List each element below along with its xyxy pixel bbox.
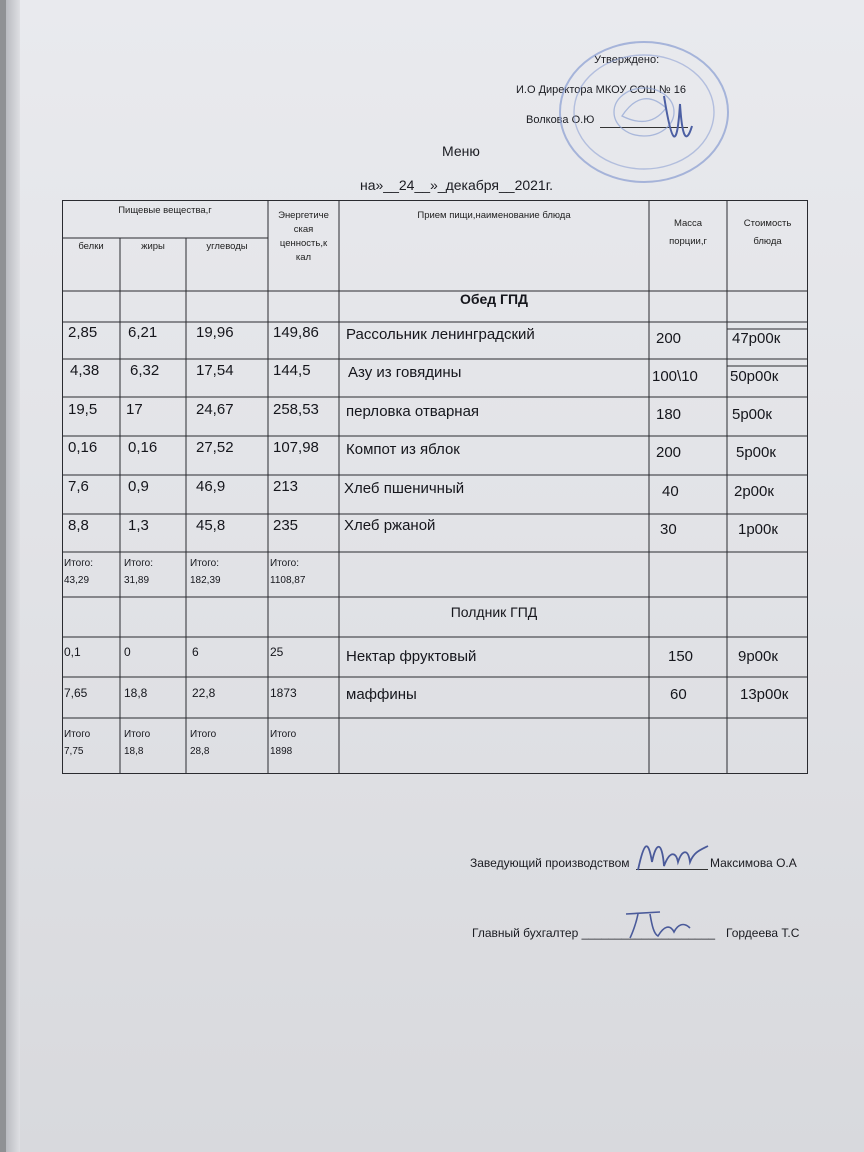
approval-name: Волкова О.Ю	[526, 114, 595, 126]
cell-carbs: 22,8	[192, 686, 216, 700]
cell-dish-name: Компот из яблок	[346, 441, 460, 458]
accountant-handwritten-signature	[620, 906, 720, 942]
header-energy-line2: ская	[293, 224, 314, 235]
section-lunch-title: Обед ГПД	[459, 291, 529, 307]
cell-dish-name: Нектар фруктовый	[346, 648, 477, 665]
approval-title: Утверждено:	[594, 54, 660, 66]
cell-mass: 40	[662, 483, 679, 500]
cell-cost: 9р00к	[738, 648, 778, 665]
cell-proteins: 8,8	[68, 517, 89, 534]
cell-mass: 150	[668, 648, 694, 665]
cell-dish-name: Азу из говядины	[348, 364, 462, 381]
header-energy-line3: ценность,к	[279, 238, 328, 249]
header-cost-line1: Стоимость	[743, 218, 792, 229]
cell-dish-name: перловка отварная	[346, 403, 480, 420]
cell-cost: 13р00к	[740, 686, 789, 703]
cell-energy: 107,98	[273, 439, 319, 456]
total-fats: 31,89	[124, 575, 150, 586]
cell-dish-name: Хлеб пшеничный	[344, 480, 465, 497]
cell-energy: 149,86	[273, 324, 319, 341]
cell-energy: 213	[273, 478, 299, 495]
cell-carbs: 6	[192, 645, 199, 659]
total-fats-label: Итого	[124, 729, 151, 740]
total-carbs: 28,8	[190, 746, 210, 757]
cell-cost: 1р00к	[738, 521, 778, 538]
cell-mass: 200	[656, 330, 682, 347]
total-proteins: 7,75	[64, 746, 84, 757]
cell-proteins: 7,65	[64, 686, 88, 700]
menu-date: на»__24__»_декабря__2021г.	[360, 177, 553, 193]
production-manager-label: Заведующий производством	[470, 856, 630, 870]
cell-mass: 100\10	[652, 368, 698, 385]
cell-carbs: 46,9	[196, 478, 226, 495]
cell-fats: 6,21	[128, 324, 158, 341]
document-title: Меню	[442, 143, 480, 159]
header-energy-line1: Энергетиче	[278, 210, 329, 221]
production-manager-name: Максимова О.А	[710, 856, 797, 870]
total-energy-label: Итого	[270, 729, 297, 740]
cell-proteins: 2,85	[68, 324, 98, 341]
total-energy: 1108,87	[270, 575, 306, 586]
total-energy-label: Итого:	[270, 558, 299, 569]
cell-dish-name: Хлеб ржаной	[344, 517, 436, 534]
page-edge-shadow	[6, 0, 20, 1152]
cell-energy: 25	[270, 645, 284, 659]
cell-mass: 200	[656, 444, 682, 461]
cell-dish-name: Рассольник ленинградский	[346, 326, 535, 343]
cell-fats: 0,16	[128, 439, 158, 456]
cell-energy: 1873	[270, 686, 297, 700]
total-proteins-label: Итого	[64, 729, 91, 740]
cell-dish-name: маффины	[346, 686, 417, 703]
header-cost-line2: блюда	[753, 236, 782, 247]
cell-energy: 144,5	[273, 362, 311, 379]
cell-fats: 6,32	[130, 362, 160, 379]
cell-fats: 0,9	[128, 478, 149, 495]
total-fats: 18,8	[124, 746, 144, 757]
total-proteins-label: Итого:	[64, 558, 93, 569]
accountant-label: Главный бухгалтер ____________________	[472, 926, 716, 940]
cell-cost: 2р00к	[734, 483, 774, 500]
cell-carbs: 24,67	[196, 401, 234, 418]
cell-cost: 5р00к	[736, 444, 776, 461]
cell-proteins: 7,6	[68, 478, 89, 495]
total-proteins: 43,29	[64, 575, 90, 586]
header-nutrients: Пищевые вещества,г	[118, 205, 212, 216]
cell-proteins: 0,1	[64, 645, 81, 659]
total-fats-label: Итого:	[124, 558, 153, 569]
cell-carbs: 19,96	[196, 324, 234, 341]
cell-cost: 5р00к	[732, 406, 772, 423]
section-snack-title: Полдник ГПД	[450, 604, 538, 620]
header-proteins: белки	[78, 241, 104, 252]
header-carbs: углеводы	[206, 241, 248, 252]
cell-mass: 60	[670, 686, 687, 703]
header-mass-line1: Масса	[673, 218, 703, 229]
cell-mass: 30	[660, 521, 677, 538]
cell-carbs: 17,54	[196, 362, 234, 379]
seal-stamp	[552, 36, 732, 188]
cell-fats: 1,3	[128, 517, 149, 534]
header-mass-line2: порции,г	[669, 236, 707, 247]
total-carbs-label: Итого:	[190, 558, 219, 569]
header-fats: жиры	[141, 241, 165, 252]
approval-position: И.О Директора МКОУ СОШ № 16	[516, 84, 686, 96]
total-carbs: 182,39	[190, 575, 221, 586]
cell-carbs: 45,8	[196, 517, 226, 534]
production-handwritten-signature	[632, 832, 712, 878]
cell-mass: 180	[656, 406, 682, 423]
header-meal: Прием пищи,наименование блюда	[417, 210, 571, 221]
cell-fats: 17	[126, 401, 143, 418]
cell-proteins: 4,38	[70, 362, 100, 379]
total-carbs-label: Итого	[190, 729, 217, 740]
cell-cost: 47р00к	[732, 330, 781, 347]
cell-proteins: 0,16	[68, 439, 98, 456]
cell-carbs: 27,52	[196, 439, 234, 456]
cell-energy: 258,53	[273, 401, 319, 418]
cell-cost: 50р00к	[730, 368, 779, 385]
accountant-name: Гордеева Т.С	[726, 926, 800, 940]
cell-fats: 18,8	[124, 686, 148, 700]
cell-energy: 235	[273, 517, 299, 534]
cell-proteins: 19,5	[68, 401, 98, 418]
total-energy: 1898	[270, 746, 293, 757]
header-energy-line4: кал	[295, 252, 312, 263]
cell-fats: 0	[124, 645, 131, 659]
